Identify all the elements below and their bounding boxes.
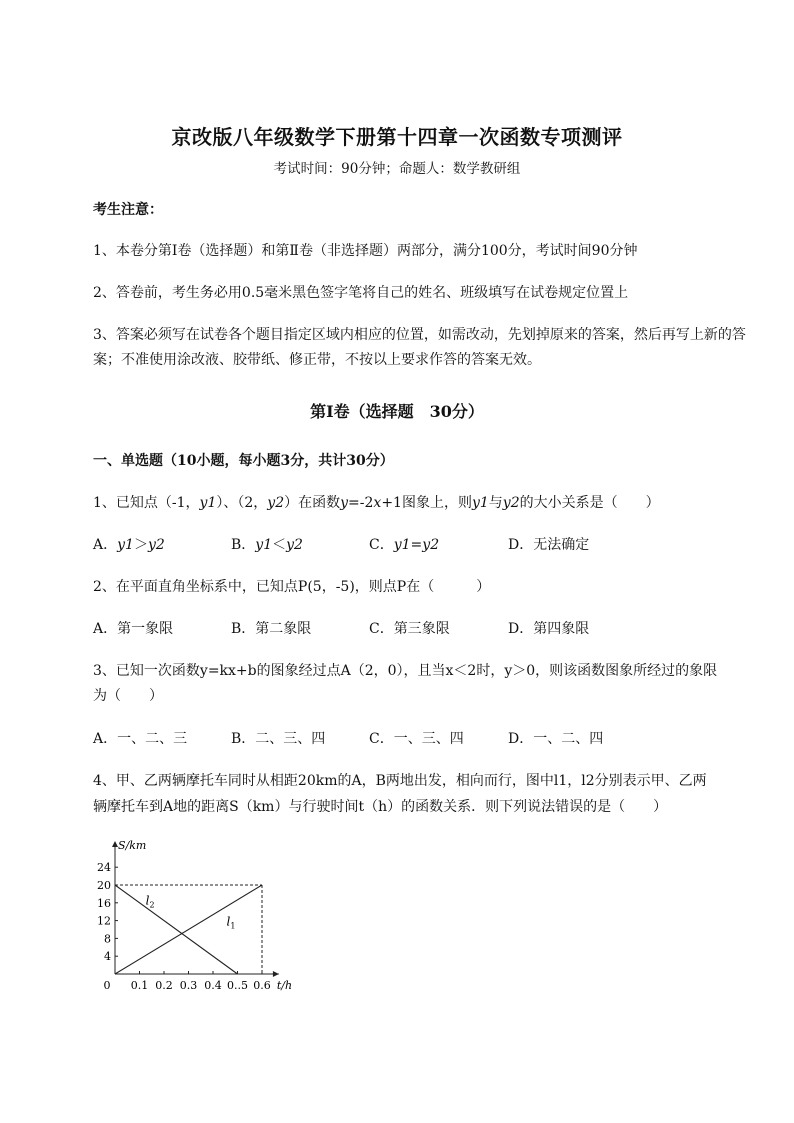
notice-item-1: 1、本卷分第I卷（选择题）和第Ⅱ卷（非选择题）两部分，满分100分，考试时间90分钟: [93, 243, 638, 259]
page-title: 京改版八年级数学下册第十四章一次函数专项测评: [171, 125, 623, 149]
x-tick-label: 0.1: [130, 979, 149, 992]
q1-option-d[interactable]: D．无法确定: [508, 537, 590, 553]
part-heading: 第I卷（选择题 30分）: [310, 402, 484, 421]
notice-item-2: 2、答卷前，考生务必用0.5毫米黑色签字笔将自己的姓名、班级填写在试卷规定位置上: [93, 285, 629, 301]
question-1-stem: 1、已知点（-1，y1）、（2，y2）在函数y=-2x+1图象上，则y1与y2的大小关系是（ ）: [93, 495, 660, 511]
y-tick-label: 20: [97, 879, 111, 892]
series-label-l1: $l_1$: [226, 914, 236, 931]
y-tick-label: 4: [104, 950, 111, 964]
q1-option-b[interactable]: B．y1＜y2: [231, 537, 303, 553]
q1-option-c[interactable]: C．y1=y2: [369, 537, 440, 553]
q3-option-b[interactable]: B．二、三、四: [231, 731, 326, 747]
exam-info: 考试时间：90分钟；命题人：数学教研组: [273, 161, 521, 177]
x-tick-label: 0.4: [204, 979, 222, 992]
x-axis-arrow: [273, 971, 279, 977]
q3-option-d[interactable]: D．一、二、四: [508, 731, 604, 747]
y-tick-label: 8: [104, 932, 111, 946]
q1-option-a[interactable]: A．y1＞y2: [93, 537, 165, 553]
notice-heading: 考生注意：: [93, 202, 163, 218]
y-tick-label: 24: [97, 861, 111, 875]
distance-time-graph: [88, 835, 308, 1000]
y-axis-label: S/km: [118, 839, 147, 852]
y-tick-label: 16: [97, 896, 111, 910]
x-tick-label: 0..5: [227, 979, 248, 992]
x-tick-label: 0.3: [179, 979, 198, 992]
x-tick-label: 0.6: [253, 979, 271, 992]
question-4-stem-line1: 4、甲、乙两辆摩托车同时从相距20km的A，B两地出发，相向而行，图中l1，l2分别表示甲、乙两: [93, 773, 707, 789]
y-tick-label: 12: [97, 914, 111, 928]
q3-option-c[interactable]: C．一、三、四: [369, 731, 464, 747]
series-line-l1: [115, 885, 262, 974]
notice-item-3: 3、答案必须写在试卷各个题目指定区域内相应的位置，如需改动，先划掉原来的答案，然后再写上新的答案；不准使用涂改液、胶带纸、修正带，不按以上要求作答的答案无效。: [93, 327, 746, 368]
q2-option-d[interactable]: D．第四象限: [508, 621, 590, 637]
x-axis-label: t/h: [276, 979, 293, 992]
x-tick-label: 0.2: [155, 979, 173, 992]
section-heading: 一、单选题（10小题，每小题3分，共计30分）: [93, 453, 394, 469]
question-4-stem-line2: 辆摩托车到A地的距离S（km）与行驶时间t（h）的函数关系．则下列说法错误的是（ ）: [93, 799, 668, 815]
q2-option-a[interactable]: A．第一象限: [93, 621, 174, 637]
series-label-l2: $l_2$: [145, 893, 155, 910]
q3-option-a[interactable]: A．一、二、三: [93, 731, 188, 747]
question-3-stem-line2: 为（ ）: [93, 688, 163, 704]
series-line-l2: [115, 885, 238, 974]
q2-option-b[interactable]: B．第二象限: [231, 621, 312, 637]
question-2-stem: 2、在平面直角坐标系中，已知点P(5，-5)，则点P在（ ）: [93, 579, 491, 595]
q2-option-c[interactable]: C．第三象限: [369, 621, 450, 637]
question-3-stem-line1: 3、已知一次函数y=kx+b的图象经过点A（2，0），且当x＜2时，y＞0，则该函数图象所经过的象限: [93, 663, 718, 679]
origin-label: 0: [103, 979, 111, 992]
